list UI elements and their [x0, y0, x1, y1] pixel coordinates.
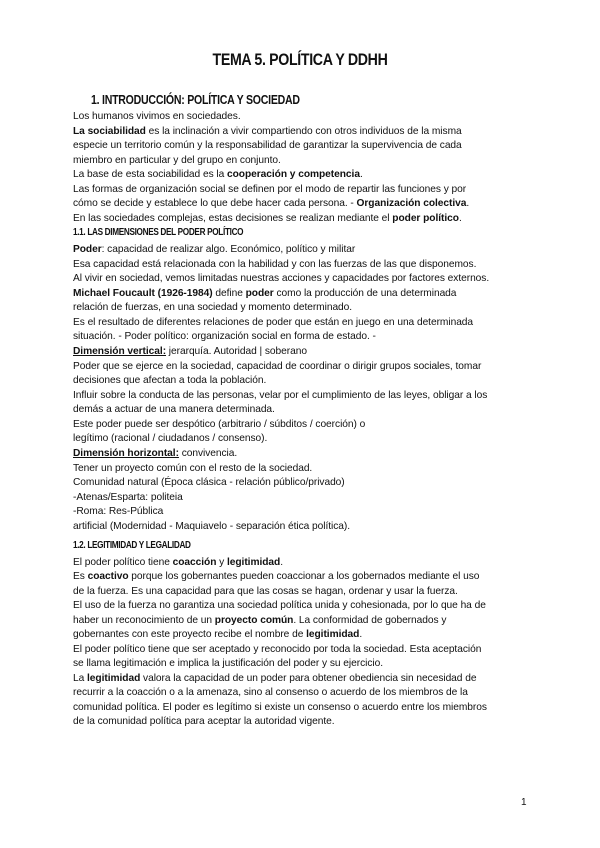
text-line: Los humanos vivimos en sociedades. — [73, 111, 241, 122]
text-line: Es coactivo porque los gobernantes pueden coaccionar a los gobernados mediante el uso — [73, 571, 480, 582]
text-line: Las formas de organización social se definen por el modo de repartir las funciones y por — [73, 184, 467, 195]
text-line: La legitimidad valora la capacidad de un poder para obtener obediencia sin necesidad de — [73, 673, 477, 684]
text-line: -Roma: Res-Pública — [73, 506, 164, 517]
text-line: La sociabilidad es la inclinación a vivir compartiendo con otros individuos de la misma — [73, 126, 462, 137]
text-line: comunidad política. El poder es legítimo si existe un consenso o acuerdo entre los miembros — [73, 702, 487, 713]
text-line: Tener un proyecto común con el resto de la sociedad. — [73, 463, 313, 474]
text-line: Michael Foucault (1926-1984) define poder como la producción de una determinada — [73, 288, 457, 299]
section-heading-introduccion: 1. INTRODUCCIÓN: POLÍTICA Y SOCIEDAD — [91, 93, 300, 107]
text-line: La base de esta sociabilidad es la cooperación y competencia. — [73, 169, 363, 180]
text-line: gobernantes con este proyecto recibe el nombre de legitimidad. — [73, 629, 363, 640]
text-line: En las sociedades complejas, estas decisiones se realizan mediante el poder político. — [73, 213, 462, 224]
page-number: 1 — [521, 797, 527, 808]
text-line: -Atenas/Esparta: politeia — [73, 492, 183, 503]
subsection-heading-legitimidad: 1.2. LEGITIMIDAD Y LEGALIDAD — [73, 540, 191, 551]
text-line: de la fuerza. Es una capacidad para que las cosas se hagan, ordenar y usar la fuerza. — [73, 586, 458, 597]
text-line: Dimensión vertical: jerarquía. Autoridad | soberano — [73, 346, 307, 357]
text-line: demás a actuar de una manera determinada. — [73, 404, 275, 415]
text-line: Poder que se ejerce en la sociedad, capacidad de coordinar o dirigir grupos sociales, tomar — [73, 361, 482, 372]
text-line: Influir sobre la conducta de las personas, velar por el cumplimiento de las leyes, obligar a los — [73, 390, 488, 401]
text-line: artificial (Modernidad - Maquiavelo - separación ética política). — [73, 521, 351, 532]
text-line: de la comunidad política para aceptar la autoridad vigente. — [73, 716, 335, 727]
text-line: El poder político tiene que ser aceptado y reconocido por toda la sociedad. Esta aceptación — [73, 644, 482, 655]
text-line: Al vivir en sociedad, vemos limitadas nuestras acciones y capacidades por factores externos. — [73, 273, 490, 284]
text-line: Comunidad natural (Época clásica - relación público/privado) — [73, 477, 345, 488]
text-line: miembro en particular y del grupo en conjunto. — [73, 155, 281, 166]
text-line: Este poder puede ser despótico (arbitrario / súbditos / coerción) o — [73, 419, 366, 430]
text-line: se llama legitimación e implica la justificación del poder y su ejercicio. — [73, 658, 383, 669]
text-line: recurrir a la coacción o a la amenaza, sino al consenso o acuerdo de los miembros de la — [73, 687, 468, 698]
text-line: situación. - Poder político: organización social en forma de estado. - — [73, 331, 376, 342]
text-line: El uso de la fuerza no garantiza una sociedad política unida y cohesionada, por lo que ha de — [73, 600, 486, 611]
page-title: TEMA 5. POLÍTICA Y DDHH — [212, 51, 388, 69]
text-line: relación de fuerzas, en una sociedad y momento determinado. — [73, 302, 353, 313]
text-line: Es el resultado de diferentes relaciones de poder que están en juego en una determinada — [73, 317, 474, 328]
text-line: Esa capacidad está relacionada con la habilidad y con las fuerzas de las que disponemos. — [73, 259, 477, 270]
text-line: decisiones que afectan a toda la población. — [73, 375, 267, 386]
subsection-heading-dimensiones: 1.1. LAS DIMENSIONES DEL PODER POLÍTICO — [73, 227, 244, 238]
text-line: Poder: capacidad de realizar algo. Económico, político y militar — [73, 244, 356, 255]
text-line: cómo se decide y establece lo que debe hacer cada persona. - Organización colectiva. — [73, 198, 470, 209]
text-line: legítimo (racional / ciudadanos / consenso). — [73, 433, 268, 444]
text-line: haber un reconocimiento de un proyecto común. La conformidad de gobernados y — [73, 615, 447, 626]
text-line: especie un territorio común y la responsabilidad de garantizar la supervivencia de cada — [73, 140, 462, 151]
text-line: Dimensión horizontal: convivencia. — [73, 448, 238, 459]
text-line: El poder político tiene coacción y legitimidad. — [73, 557, 283, 568]
